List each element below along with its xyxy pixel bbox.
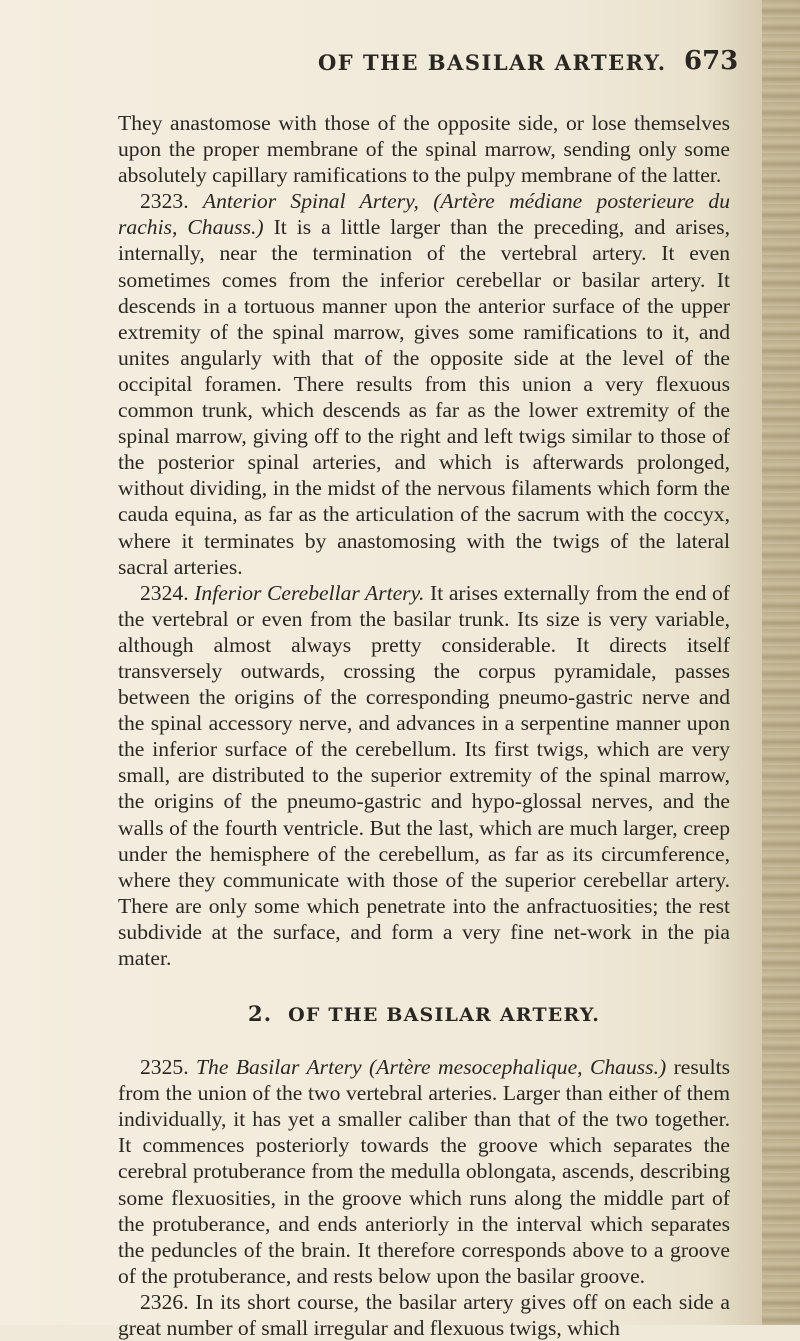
paragraph-title: Anterior Spinal Artery, (Artère médiane posterieure du rachis, Chauss.): [118, 189, 730, 240]
page-number: 673: [684, 46, 739, 76]
section-number: 2.: [247, 1001, 273, 1027]
paragraph-title: The Basilar Artery (Artère mesocephalique, Chauss.): [196, 1055, 667, 1080]
paragraph-body: results from the union of the two vertebral arteries. Larger than either of them individually, it has yet a smaller caliber than that of the two together. It commences posteriorly towards the groove which separates the cerebral protuberance from the medulla oblongata, ascends, describing some flexuosities, in the groove which runs along the middle part of the protuberance, and ends anteriorly in the interval which separates the peduncles of the brain. It therefore corresponds above to a groove of the protuberance, and rests below upon the basilar groove.: [118, 1055, 730, 1288]
section-heading: [118, 1001, 730, 1026]
paragraph-2323: [118, 188, 730, 579]
page-edge-shadow: [762, 0, 800, 1325]
paragraph-text: They anastomose with those of the opposite side, or lose themselves upon the proper membrane of the spinal marrow, sending only some absolutely capillary ramifications to the pulpy membrane of the latter.: [118, 111, 730, 188]
running-head: OF THE BASILAR ARTERY.: [318, 50, 667, 75]
paragraph-2326: [118, 1289, 730, 1341]
paragraph-body: It is a little larger than the preceding, and arises, internally, near the termination of the vertebral artery. It even sometimes comes from the inferior cerebellar or basilar artery. It descends in a tortuous manner upon the anterior surface of the upper extremity of the spinal marrow, gives some ramifications to it, and unites angularly with that of the opposite side at the level of the occipital foramen. There results from this union a very flexuous common trunk, which descends as far as the lower extremity of the spinal marrow, giving off to the right and left twigs similar to those of the posterior spinal arteries, and which is afterwards prolonged, without dividing, in the midst of the nervous filaments which form the cauda equina, as far as the articulation of the sacrum with the coccyx, where it terminates by anastomosing with the twigs of the lateral sacral arteries.: [118, 215, 730, 579]
paragraph-body: In its short course, the basilar artery gives off on each side a great number of small irregular and flexuous twigs, which: [118, 1289, 730, 1341]
section-title: OF THE BASILAR ARTERY.: [288, 1004, 601, 1027]
paragraph-2325: [118, 1054, 730, 1289]
paragraph-number: 2323.: [140, 189, 189, 214]
paragraph-continued: [118, 110, 730, 188]
paragraph-2324: [118, 580, 730, 971]
body-text: [118, 110, 730, 1341]
paragraph-number: 2325.: [140, 1055, 189, 1080]
paragraph-number: 2326.: [140, 1289, 189, 1314]
page-header: [0, 44, 800, 84]
paragraph-number: 2324.: [140, 580, 189, 605]
paragraph-body: It arises externally from the end of the vertebral or even from the basilar trunk. Its size is very variable, although almost always pretty considerable. It directs itself transversely outwards, crossing the corpus pyramidale, passes between the origins of the corresponding pneumo-gastric nerve and the spinal accessory nerve, and advances in a serpentine manner upon the inferior surface of the cerebellum. Its first twigs, which are very small, are distributed to the superior extremity of the spinal marrow, the origins of the pneumo-gastric and hypo-glossal nerves, and the walls of the fourth ventricle. But the last, which are much larger, creep under the hemisphere of the cerebellum, as far as its circumference, where they communicate with those of the superior cerebellar artery. There are only some which penetrate into the anfractuosities; the rest subdivide at the surface, and form a very fine net-work in the pia mater.: [118, 580, 730, 970]
paragraph-title: Inferior Cerebellar Artery.: [194, 580, 425, 605]
